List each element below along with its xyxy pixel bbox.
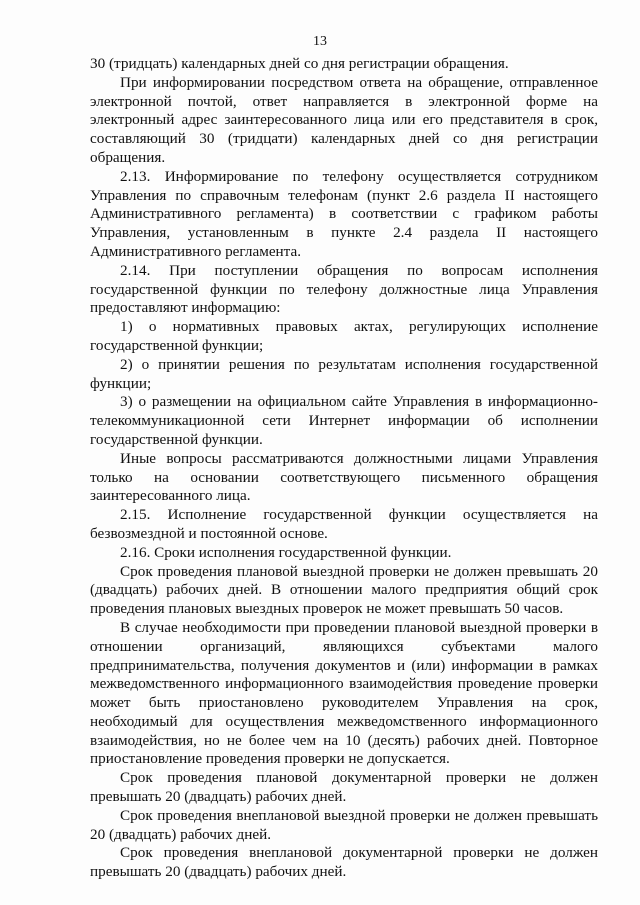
list-item-1: 1) о нормативных правовых актах, регулирующих исполнение государственной функции;	[90, 318, 598, 354]
paragraph-2-15: 2.15. Исполнение государственной функции осуществляется на безвозмездной и постоянной основе.	[90, 506, 598, 542]
paragraph-2-16: 2.16. Сроки исполнения государственной функции.	[120, 543, 452, 561]
page-number: 13	[313, 34, 327, 49]
paragraph-suspension: В случае необходимости при проведении плановой выездной проверки в отношении организаций, являющихся субъектами малого предпринимательства, получения документов и (или) информации в рамках межведомственного информационного взаимодействия проведение проверки может быть приостановлено руководителем Управления на срок, необходимый для осуществления межведомственного информационного взаимодействия, но не более чем на 10 (десять) рабочих дней. Повторное приостановление проведения проверки не допускается.	[90, 618, 598, 768]
list-item-3: 3) о размещении на официальном сайте Управления в информационно-телекоммуникационной сети Интернет информации об исполнении государственной функции.	[90, 393, 598, 448]
paragraph-2-14: 2.14. При поступлении обращения по вопросам исполнения государственной функции по телефону должностные лица Управления предоставляют информацию:	[90, 261, 598, 317]
list-item-2: 2) о принятии решения по результатам исполнения государственной функции;	[90, 355, 598, 392]
paragraph-other-questions: Иные вопросы рассматриваются должностными лицами Управления только на основании соответствующего письменного обращения заинтересованного лица.	[90, 449, 598, 505]
paragraph-planned-onsite-term: Срок проведения плановой выездной проверки не должен превышать 20 (двадцать) рабочих дней. В отношении малого предприятия общий срок проведения плановых выездных проверок не может превышать 50 часов.	[90, 562, 598, 618]
paragraph-2-13: 2.13. Информирование по телефону осуществляется сотрудником Управления по справочным телефонам (пункт 2.6 раздела II настоящего Административного регламента) в соответствии с графиком работы Управления, установленным в пункте 2.4 раздела II настоящего Административного регламента.	[90, 167, 598, 260]
paragraph-continuation: 30 (тридцать) календарных дней со дня регистрации обращения.	[90, 55, 509, 72]
paragraph-email-response: При информировании посредством ответа на обращение, отправленное электронной почтой, ответ направляется в электронной форме на электронный адрес заинтересованного лица или его представителя в срок, составляющий 30 (тридцати) календарных дней со дня регистрации обращения.	[90, 73, 598, 166]
paragraph-unplanned-onsite-term: Срок проведения внеплановой выездной проверки не должен превышать 20 (двадцать) рабочих дней.	[90, 806, 598, 843]
document-body	[90, 55, 598, 882]
paragraph-unplanned-documentary-term: Срок проведения внеплановой документарной проверки не должен превышать 20 (двадцать) рабочих дней.	[90, 844, 598, 881]
paragraph-planned-documentary-term: Срок проведения плановой документарной проверки не должен превышать 20 (двадцать) рабочих дней.	[90, 769, 598, 806]
